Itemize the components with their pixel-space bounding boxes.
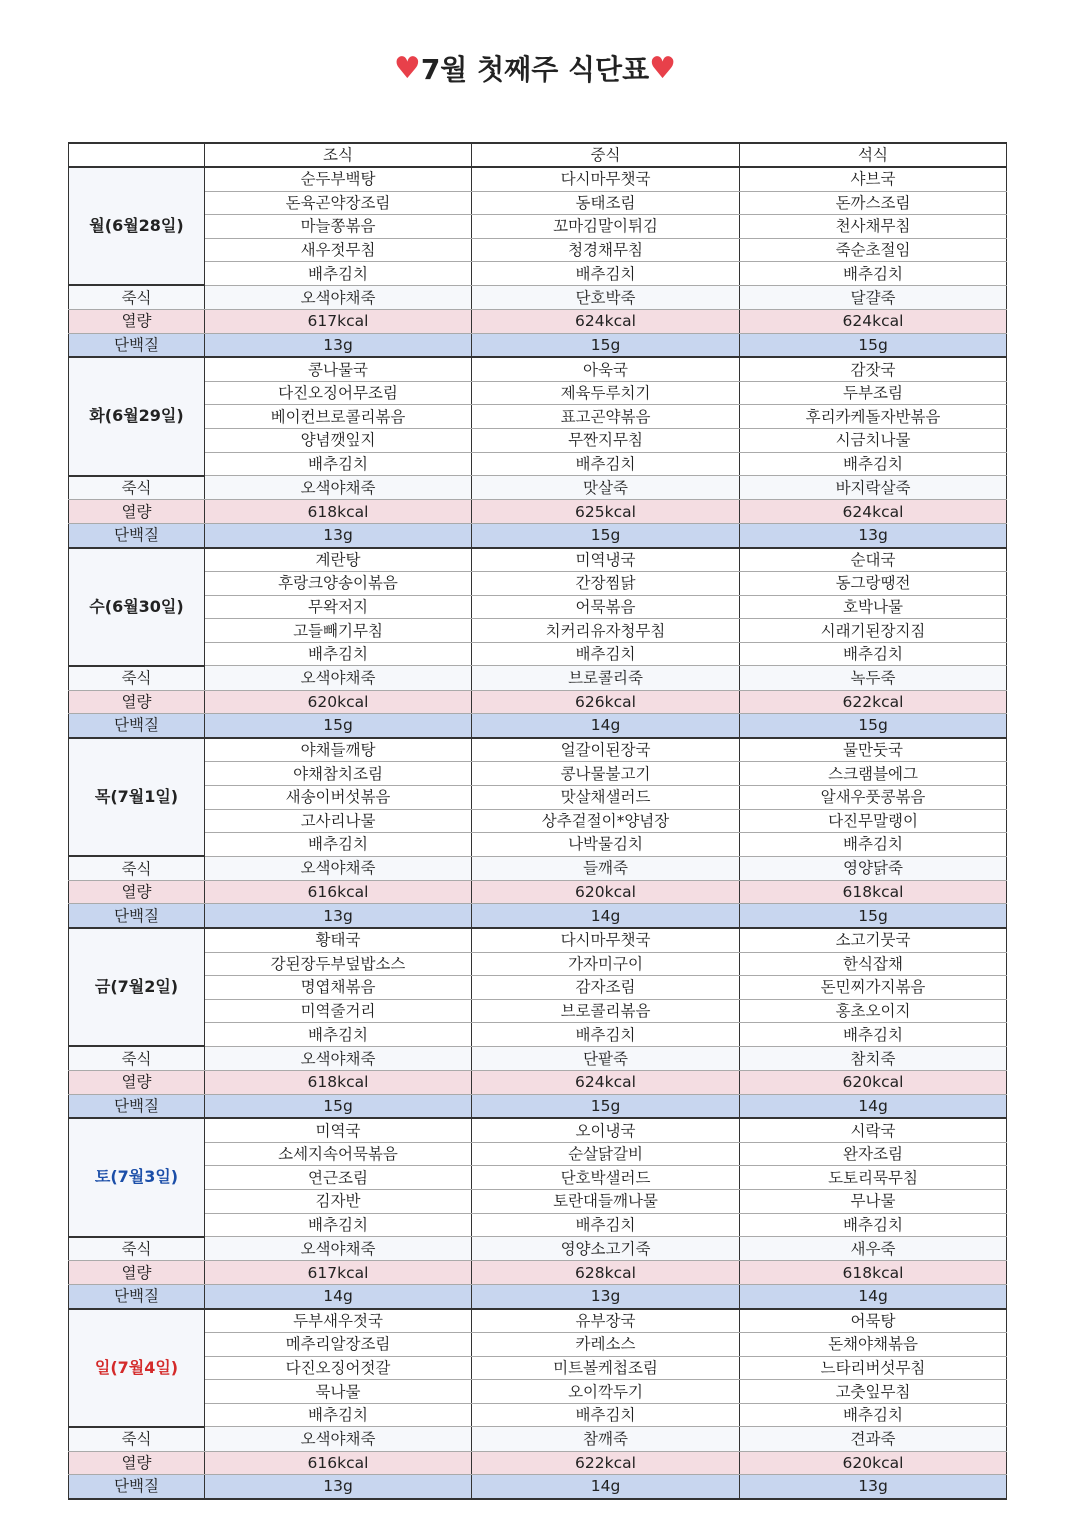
kcal-lunch: 624kcal [472,310,740,334]
kcal-dinner: 620kcal [740,1451,1007,1475]
protein-dinner: 13g [740,523,1007,547]
dish-row [69,1309,1007,1333]
dish-row [69,952,1007,976]
dish-lunch: 제육두루치기 [472,381,740,405]
dish-lunch: 유부장국 [472,1309,740,1333]
protein-label: 단백질 [69,714,205,738]
title-text: 7월 첫째주 식단표 [420,53,650,86]
dish-breakfast: 배추김치 [205,642,472,666]
kcal-breakfast: 617kcal [205,1261,472,1285]
kcal-label: 열량 [69,500,205,524]
dish-row [69,572,1007,596]
dish-breakfast: 고들빼기무침 [205,619,472,643]
dish-lunch: 감자조림 [472,976,740,1000]
dish-breakfast: 황태국 [205,928,472,952]
porridge-lunch: 영양소고기죽 [472,1237,740,1261]
dish-row [69,548,1007,572]
dish-dinner: 동그랑땡전 [740,572,1007,596]
dish-row [69,1190,1007,1214]
dish-lunch: 오이깍두기 [472,1380,740,1404]
dish-breakfast: 무왁저지 [205,595,472,619]
kcal-row [69,1261,1007,1285]
dish-lunch: 배추김치 [472,452,740,476]
dish-dinner: 고춧잎무침 [740,1380,1007,1404]
dish-dinner: 배추김치 [740,1023,1007,1047]
dish-row [69,405,1007,429]
dish-row [69,1118,1007,1142]
kcal-dinner: 618kcal [740,880,1007,904]
day-label: 일(7월4일) [69,1309,205,1427]
heart-icon: ♥ [649,50,677,86]
dish-row [69,1142,1007,1166]
porridge-breakfast: 오색야채죽 [205,1427,472,1451]
protein-label: 단백질 [69,523,205,547]
kcal-lunch: 624kcal [472,1071,740,1095]
day-label: 화(6월29일) [69,357,205,475]
dish-dinner: 돈민찌가지볶음 [740,976,1007,1000]
header-corner [69,143,205,167]
dish-dinner: 스크램블에그 [740,762,1007,786]
dish-breakfast: 배추김치 [205,452,472,476]
dish-lunch: 배추김치 [472,1213,740,1237]
dish-lunch: 꼬마김말이튀김 [472,215,740,239]
porridge-dinner: 달걀죽 [740,285,1007,309]
dish-row [69,999,1007,1023]
protein-label: 단백질 [69,1094,205,1118]
porridge-row [69,476,1007,500]
dish-breakfast: 새우젓무침 [205,238,472,262]
porridge-dinner: 견과죽 [740,1427,1007,1451]
day-label: 월(6월28일) [69,167,205,285]
kcal-label: 열량 [69,1261,205,1285]
dish-lunch: 얼갈이된장국 [472,738,740,762]
dish-breakfast: 명엽채볶음 [205,976,472,1000]
dish-lunch: 치커리유자청무침 [472,619,740,643]
dish-lunch: 브로콜리볶음 [472,999,740,1023]
porridge-breakfast: 오색야채죽 [205,1046,472,1070]
heart-icon: ♥ [393,50,421,86]
dish-breakfast: 야채들깨탕 [205,738,472,762]
protein-breakfast: 14g [205,1284,472,1308]
dish-dinner: 감잣국 [740,357,1007,381]
dish-lunch: 배추김치 [472,1403,740,1427]
porridge-lunch: 참깨죽 [472,1427,740,1451]
protein-lunch: 15g [472,1094,740,1118]
porridge-dinner: 새우죽 [740,1237,1007,1261]
dish-breakfast: 배추김치 [205,1023,472,1047]
protein-breakfast: 15g [205,714,472,738]
kcal-lunch: 620kcal [472,880,740,904]
dish-dinner: 배추김치 [740,833,1007,857]
kcal-label: 열량 [69,310,205,334]
dish-breakfast: 후랑크양송이볶음 [205,572,472,596]
dish-row [69,928,1007,952]
kcal-lunch: 628kcal [472,1261,740,1285]
dish-row [69,191,1007,215]
porridge-row [69,666,1007,690]
kcal-row [69,1451,1007,1475]
porridge-label: 죽식 [69,666,205,690]
porridge-label: 죽식 [69,476,205,500]
porridge-breakfast: 오색야채죽 [205,856,472,880]
dish-dinner: 호박나물 [740,595,1007,619]
kcal-row [69,310,1007,334]
dish-dinner: 두부조림 [740,381,1007,405]
dish-row [69,1403,1007,1427]
dish-row [69,1023,1007,1047]
porridge-row [69,1237,1007,1261]
dish-lunch: 상추겉절이*양념장 [472,809,740,833]
dish-lunch: 미역냉국 [472,548,740,572]
dish-row [69,238,1007,262]
dish-row [69,1333,1007,1357]
dish-row [69,785,1007,809]
dish-dinner: 시래기된장지짐 [740,619,1007,643]
protein-label: 단백질 [69,333,205,357]
dish-breakfast: 소세지속어묵볶음 [205,1142,472,1166]
dish-dinner: 배추김치 [740,1403,1007,1427]
dish-lunch: 간장찜닭 [472,572,740,596]
dish-dinner: 배추김치 [740,1213,1007,1237]
protein-row [69,333,1007,357]
dish-dinner: 도토리묵무침 [740,1166,1007,1190]
dish-breakfast: 연근조림 [205,1166,472,1190]
dish-lunch: 다시마무챗국 [472,167,740,191]
dish-lunch: 가자미구이 [472,952,740,976]
dish-breakfast: 고사리나물 [205,809,472,833]
dish-lunch: 오이냉국 [472,1118,740,1142]
porridge-lunch: 들깨죽 [472,856,740,880]
protein-dinner: 15g [740,714,1007,738]
porridge-dinner: 바지락살죽 [740,476,1007,500]
dish-breakfast: 미역국 [205,1118,472,1142]
kcal-lunch: 622kcal [472,1451,740,1475]
dish-lunch: 동태조림 [472,191,740,215]
kcal-row [69,500,1007,524]
dish-row [69,1380,1007,1404]
day-label: 목(7월1일) [69,738,205,856]
porridge-breakfast: 오색야채죽 [205,285,472,309]
dish-dinner: 느타리버섯무침 [740,1356,1007,1380]
dish-dinner: 죽순초절임 [740,238,1007,262]
dish-breakfast: 강된장두부덮밥소스 [205,952,472,976]
porridge-lunch: 맛살죽 [472,476,740,500]
protein-dinner: 13g [740,1475,1007,1499]
dish-lunch: 아욱국 [472,357,740,381]
protein-lunch: 14g [472,1475,740,1499]
dish-dinner: 순대국 [740,548,1007,572]
dish-lunch: 토란대들깨나물 [472,1190,740,1214]
dish-breakfast: 배추김치 [205,1403,472,1427]
dish-row [69,595,1007,619]
protein-lunch: 15g [472,523,740,547]
porridge-label: 죽식 [69,1237,205,1261]
dish-dinner: 천사채무침 [740,215,1007,239]
porridge-breakfast: 오색야채죽 [205,666,472,690]
kcal-dinner: 618kcal [740,1261,1007,1285]
dish-lunch: 카레소스 [472,1333,740,1357]
porridge-row [69,285,1007,309]
porridge-dinner: 영양닭죽 [740,856,1007,880]
protein-row [69,1284,1007,1308]
protein-breakfast: 13g [205,523,472,547]
dish-dinner: 한식잡채 [740,952,1007,976]
kcal-dinner: 620kcal [740,1071,1007,1095]
dish-breakfast: 양념깻잎지 [205,429,472,453]
header-breakfast: 조식 [205,143,472,167]
dish-breakfast: 메추리알장조림 [205,1333,472,1357]
dish-row [69,809,1007,833]
protein-breakfast: 13g [205,333,472,357]
protein-label: 단백질 [69,1284,205,1308]
kcal-dinner: 624kcal [740,310,1007,334]
porridge-lunch: 단팥죽 [472,1046,740,1070]
protein-row [69,714,1007,738]
dish-breakfast: 야채참치조림 [205,762,472,786]
dish-lunch: 맛살채샐러드 [472,785,740,809]
dish-dinner: 돈까스조림 [740,191,1007,215]
porridge-breakfast: 오색야채죽 [205,476,472,500]
dish-breakfast: 배추김치 [205,262,472,286]
dish-lunch: 어묵볶음 [472,595,740,619]
dish-lunch: 나박물김치 [472,833,740,857]
dish-dinner: 배추김치 [740,262,1007,286]
dish-breakfast: 다진오징어젓갈 [205,1356,472,1380]
dish-breakfast: 두부새우젓국 [205,1309,472,1333]
protein-lunch: 14g [472,714,740,738]
porridge-row [69,1427,1007,1451]
porridge-label: 죽식 [69,1427,205,1451]
porridge-row [69,856,1007,880]
kcal-row [69,880,1007,904]
dish-dinner: 시락국 [740,1118,1007,1142]
kcal-breakfast: 618kcal [205,500,472,524]
dish-breakfast: 김자반 [205,1190,472,1214]
kcal-lunch: 626kcal [472,690,740,714]
dish-dinner: 다진무말랭이 [740,809,1007,833]
dish-row [69,1166,1007,1190]
kcal-label: 열량 [69,880,205,904]
porridge-dinner: 녹두죽 [740,666,1007,690]
dish-lunch: 배추김치 [472,642,740,666]
dish-dinner: 돈채야채볶음 [740,1333,1007,1357]
dish-breakfast: 콩나물국 [205,357,472,381]
dish-dinner: 배추김치 [740,452,1007,476]
porridge-dinner: 참치죽 [740,1046,1007,1070]
dish-lunch: 무짠지무침 [472,429,740,453]
protein-lunch: 14g [472,904,740,928]
protein-breakfast: 13g [205,1475,472,1499]
kcal-breakfast: 618kcal [205,1071,472,1095]
kcal-label: 열량 [69,690,205,714]
dish-lunch: 콩나물불고기 [472,762,740,786]
porridge-breakfast: 오색야채죽 [205,1237,472,1261]
kcal-row [69,1071,1007,1095]
kcal-breakfast: 616kcal [205,880,472,904]
page-title [0,44,1070,92]
protein-label: 단백질 [69,1475,205,1499]
day-label: 토(7월3일) [69,1118,205,1236]
dish-row [69,833,1007,857]
porridge-label: 죽식 [69,1046,205,1070]
dish-row [69,215,1007,239]
dish-row [69,619,1007,643]
dish-dinner: 시금치나물 [740,429,1007,453]
dish-lunch: 다시마무챗국 [472,928,740,952]
porridge-label: 죽식 [69,285,205,309]
porridge-row [69,1046,1007,1070]
meal-plan-table [68,142,1007,1500]
kcal-breakfast: 620kcal [205,690,472,714]
protein-lunch: 13g [472,1284,740,1308]
dish-dinner: 후리카케돌자반볶음 [740,405,1007,429]
protein-row [69,904,1007,928]
protein-row [69,1094,1007,1118]
protein-breakfast: 15g [205,1094,472,1118]
dish-breakfast: 배추김치 [205,1213,472,1237]
protein-label: 단백질 [69,904,205,928]
protein-dinner: 15g [740,904,1007,928]
dish-row [69,976,1007,1000]
kcal-label: 열량 [69,1071,205,1095]
dish-dinner: 배추김치 [740,642,1007,666]
porridge-lunch: 단호박죽 [472,285,740,309]
dish-row [69,429,1007,453]
dish-breakfast: 다진오징어무조림 [205,381,472,405]
kcal-dinner: 624kcal [740,500,1007,524]
table-body [69,167,1007,1499]
dish-lunch: 미트볼케첩조림 [472,1356,740,1380]
protein-lunch: 15g [472,333,740,357]
dish-breakfast: 순두부백탕 [205,167,472,191]
header-lunch: 중식 [472,143,740,167]
dish-breakfast: 새송이버섯볶음 [205,785,472,809]
dish-row [69,167,1007,191]
dish-breakfast: 배추김치 [205,833,472,857]
protein-row [69,1475,1007,1499]
protein-dinner: 14g [740,1284,1007,1308]
dish-row [69,762,1007,786]
dish-row [69,452,1007,476]
dish-breakfast: 베이컨브로콜리볶음 [205,405,472,429]
dish-lunch: 단호박샐러드 [472,1166,740,1190]
dish-breakfast: 마늘쫑볶음 [205,215,472,239]
dish-row [69,642,1007,666]
dish-breakfast: 계란탕 [205,548,472,572]
dish-breakfast: 묵나물 [205,1380,472,1404]
protein-dinner: 14g [740,1094,1007,1118]
porridge-lunch: 브로콜리죽 [472,666,740,690]
porridge-label: 죽식 [69,856,205,880]
kcal-label: 열량 [69,1451,205,1475]
dish-dinner: 소고기뭇국 [740,928,1007,952]
dish-breakfast: 미역줄거리 [205,999,472,1023]
table-header-row [69,143,1007,167]
dish-dinner: 어묵탕 [740,1309,1007,1333]
dish-lunch: 순살닭갈비 [472,1142,740,1166]
dish-lunch: 청경채무침 [472,238,740,262]
dish-row [69,262,1007,286]
dish-row [69,1213,1007,1237]
dish-breakfast: 돈육곤약장조림 [205,191,472,215]
dish-lunch: 배추김치 [472,262,740,286]
protein-dinner: 15g [740,333,1007,357]
day-label: 금(7월2일) [69,928,205,1046]
dish-row [69,738,1007,762]
dish-dinner: 샤브국 [740,167,1007,191]
kcal-row [69,690,1007,714]
dish-row [69,357,1007,381]
kcal-lunch: 625kcal [472,500,740,524]
kcal-breakfast: 616kcal [205,1451,472,1475]
dish-dinner: 완자조림 [740,1142,1007,1166]
dish-dinner: 무나물 [740,1190,1007,1214]
protein-breakfast: 13g [205,904,472,928]
dish-dinner: 홍초오이지 [740,999,1007,1023]
dish-lunch: 표고곤약볶음 [472,405,740,429]
dish-dinner: 알새우풋콩볶음 [740,785,1007,809]
dish-row [69,1356,1007,1380]
kcal-dinner: 622kcal [740,690,1007,714]
dish-lunch: 배추김치 [472,1023,740,1047]
day-label: 수(6월30일) [69,548,205,666]
kcal-breakfast: 617kcal [205,310,472,334]
dish-dinner: 물만둣국 [740,738,1007,762]
dish-row [69,381,1007,405]
protein-row [69,523,1007,547]
header-dinner: 석식 [740,143,1007,167]
